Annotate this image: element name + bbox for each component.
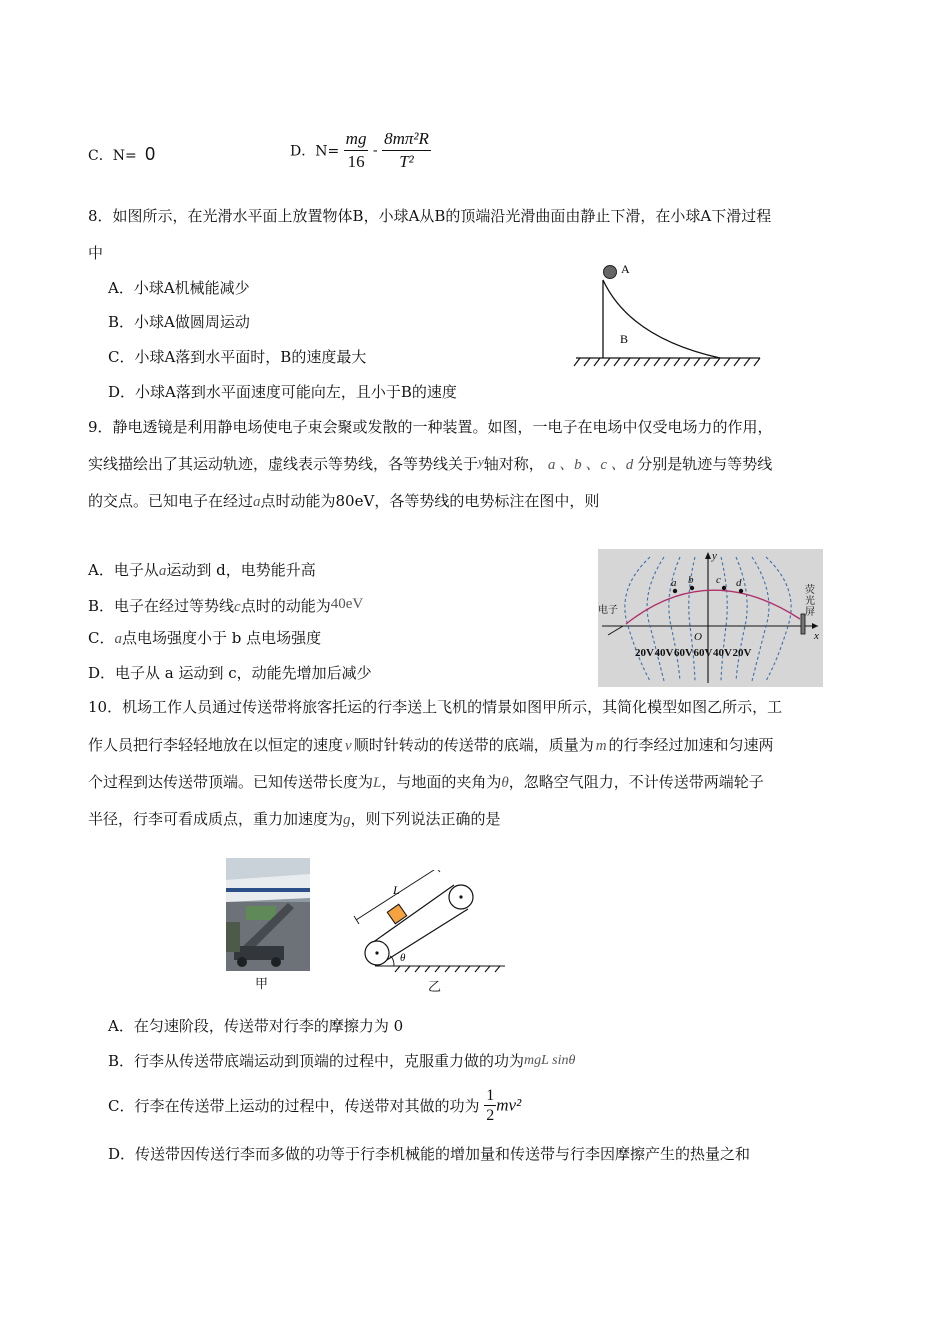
q10-stem-line-1: 10．机场工作人员通过传送带将旅客托运的行李送上飞机的情景如图甲所示，其简化模型如图乙所示，工 <box>88 698 783 716</box>
q9-stem-line-3-post: 点时动能为80eV，各等势线的电势标注在图中，则 <box>260 492 600 510</box>
q9-opt-a-pre: A．电子从 <box>88 561 159 579</box>
q10-fig-L-label: L <box>393 883 400 897</box>
q9-stem-y-var: y <box>478 454 484 469</box>
q10-stem-line-4-pre: 半径，行李可看成质点，重力加速度为 <box>88 810 344 828</box>
q10-fig-theta-label: θ <box>400 952 406 964</box>
q10-stem-line-4-post: ，则下列说法正确的是 <box>350 810 501 828</box>
q8-label-b: B <box>620 332 629 346</box>
q10-option-a: A．在匀速阶段，传送带对行李的摩擦力为 0 <box>108 1017 404 1035</box>
q10-stem-theta-var: θ <box>501 775 509 791</box>
q9-point-c <box>722 586 726 590</box>
q9-screen-label-3: 屏 <box>805 607 815 618</box>
q8-figure <box>570 258 765 370</box>
q8-ground <box>574 358 760 366</box>
q10-opt-b-expr: mgL sinθ <box>524 1053 576 1068</box>
q10-stem-line-4 <box>88 809 501 830</box>
q7-frac2-denominator: T² <box>399 152 414 171</box>
q9-x-axis-arrow <box>812 623 818 629</box>
q10-stem-m-var: m <box>595 738 607 754</box>
q9-point-a-label: a <box>671 577 677 589</box>
q9-stem-line-3-pre: 的交点。已知电子在经过 <box>88 492 254 510</box>
q9-opt-b-pre: B．电子在经过等势线 <box>88 597 235 615</box>
q9-stem-line-2-post: 分别是轨迹与等势线 <box>637 455 773 473</box>
q8-stem-line-1: 8．如图所示，在光滑水平面上放置物体B，小球A从B的顶端沿光滑曲面由静止下滑，在小球A下滑过程 <box>88 207 772 225</box>
q10-option-d: D．传送带因传送行李而多做的功等于行李机械能的增加量和传送带与行李因摩擦产生的热量之和 <box>108 1145 751 1163</box>
q9-stem-vars: a 、b 、c 、d <box>547 457 634 473</box>
q9-point-b <box>690 586 694 590</box>
q8-ball-a <box>604 266 617 279</box>
q9-x-label: x <box>814 630 819 642</box>
q10-belt-top <box>372 885 454 943</box>
q7-option-c-value: 0 <box>145 144 156 164</box>
q9-screen-label-1: 荧 <box>805 585 815 596</box>
q10-opt-c-denominator: 2 <box>486 1107 495 1124</box>
q10-stem-line-3-pre: 个过程到达传送带顶端。已知传送带长度为 <box>88 773 374 791</box>
q9-option-d: D．电子从 a 运动到 c，动能先增加后减少 <box>88 664 372 682</box>
q10-stem-g-var: g <box>343 812 351 828</box>
q10-stem-L-var: L <box>373 775 382 791</box>
q10-option-c <box>108 1086 521 1125</box>
q10-opt-c-numerator: 1 <box>486 1087 495 1104</box>
q9-stem-line-2-mid: 轴对称， <box>483 455 544 473</box>
q10-length-tick-2 <box>434 870 440 872</box>
q8-label-a: A <box>621 262 630 276</box>
q7-option-d-minus: - <box>372 142 378 159</box>
q8-option-d: D．小球A落到水平面速度可能向左，且小于B的速度 <box>108 383 457 401</box>
q9-point-d <box>739 589 743 593</box>
q10-photo-airport <box>226 858 310 971</box>
q9-stem-a-var: a <box>253 494 261 510</box>
q9-opt-a-var: a <box>158 563 167 579</box>
q10-stem-line-2-pre: 作人员把行李轻轻地放在以恒定的速度 <box>88 736 344 754</box>
q9-stem-line-1: 9．静电透镜是利用静电场使电子束会聚或发散的一种装置。如图，一电子在电场中仅受电场力的作用， <box>88 418 773 436</box>
q9-opt-c-post: 点电场强度小于 b 点电场强度 <box>121 629 322 647</box>
q10-option-b <box>108 1051 575 1071</box>
q10-opt-c-fraction <box>484 1086 496 1125</box>
q9-option-c <box>88 628 321 649</box>
q9-electron-arrow <box>608 626 623 635</box>
q9-y-label: y <box>712 550 717 562</box>
q8-option-a: A．小球A机械能减少 <box>108 279 250 297</box>
q10-upper-wheel-axle <box>459 895 462 898</box>
q9-opt-b-var: c <box>234 599 241 615</box>
q10-stem-line-3-mid: ，与地面的夹角为 <box>381 773 502 791</box>
q7-option-d-label: D．N= <box>290 143 340 160</box>
q9-point-b-label: b <box>688 574 694 586</box>
q10-opt-c-pre: C．行李在传送带上运动的过程中，传送带对其做的功为 <box>108 1097 480 1115</box>
q9-stem-line-2-pre: 实线描绘出了其运动轨迹，虚线表示等势线，各等势线关于 <box>88 455 479 473</box>
q9-trajectory <box>626 590 800 624</box>
q7-frac1-denominator: 16 <box>347 152 365 171</box>
q10-caption-yi: 乙 <box>428 980 442 995</box>
q9-screen-label-2: 光 <box>805 596 815 607</box>
q7-option-d <box>290 128 431 173</box>
q9-electron-label: 电子 <box>598 605 618 616</box>
q7-frac1-numerator: mg <box>344 128 369 151</box>
q9-opt-a-post: 运动到 d，电势能升高 <box>166 561 316 579</box>
q9-opt-c-var: a <box>114 631 122 647</box>
q9-figure <box>598 549 823 687</box>
q9-point-c-label: c <box>716 574 721 586</box>
q9-opt-b-mid: 点时的动能为 <box>240 597 331 615</box>
q7-frac2-numerator: 8mπ²R <box>382 128 431 151</box>
q10-length-tick-1 <box>354 916 359 924</box>
q10-caption-jia: 甲 <box>255 977 269 992</box>
q10-stem-line-2 <box>88 735 774 756</box>
q10-stem-line-3 <box>88 772 764 793</box>
q9-point-a <box>673 589 677 593</box>
q9-point-d-label: d <box>736 577 742 589</box>
q7-option-d-fraction-1 <box>344 128 369 173</box>
q9-option-b <box>88 594 363 617</box>
q10-opt-c-expr: mv² <box>496 1095 522 1115</box>
q9-stem-line-3 <box>88 491 599 512</box>
q10-lower-wheel-axle <box>375 951 378 954</box>
q8-stem-line-2: 中 <box>88 244 104 262</box>
q8-block-b <box>603 280 720 358</box>
q9-option-a <box>88 560 316 581</box>
q9-opt-b-val: 40eV <box>330 596 364 612</box>
q7-option-c-label: C．N= <box>88 148 137 164</box>
q9-origin-label: O <box>694 631 702 643</box>
q10-stem-line-2-post: 的行李经过加速和匀速两 <box>608 736 774 754</box>
q10-conveyor-figure <box>350 870 510 975</box>
q9-stem-line-2 <box>88 452 772 475</box>
q10-stem-line-3-post: ，忽略空气阻力，不计传送带两端轮子 <box>508 773 764 791</box>
q9-opt-c-pre: C． <box>88 629 115 647</box>
q10-stem-v-var: v <box>345 738 352 754</box>
q8-option-c: C．小球A落到水平面时，B的速度最大 <box>108 348 367 366</box>
q7-option-d-fraction-2 <box>382 128 431 173</box>
q10-ground <box>375 966 505 972</box>
q7-option-c <box>88 144 155 165</box>
q9-y-axis-arrow <box>705 552 711 559</box>
q10-stem-line-2-mid: 顺时针转动的传送带的底端，质量为 <box>353 736 594 754</box>
q9-potential-labels: 20V 40V 60V 60V 40V 20V <box>635 647 752 659</box>
q10-opt-b-pre: B．行李从传送带底端运动到顶端的过程中，克服重力做的功为 <box>108 1052 525 1070</box>
q8-option-b: B．小球A做圆周运动 <box>108 313 250 331</box>
